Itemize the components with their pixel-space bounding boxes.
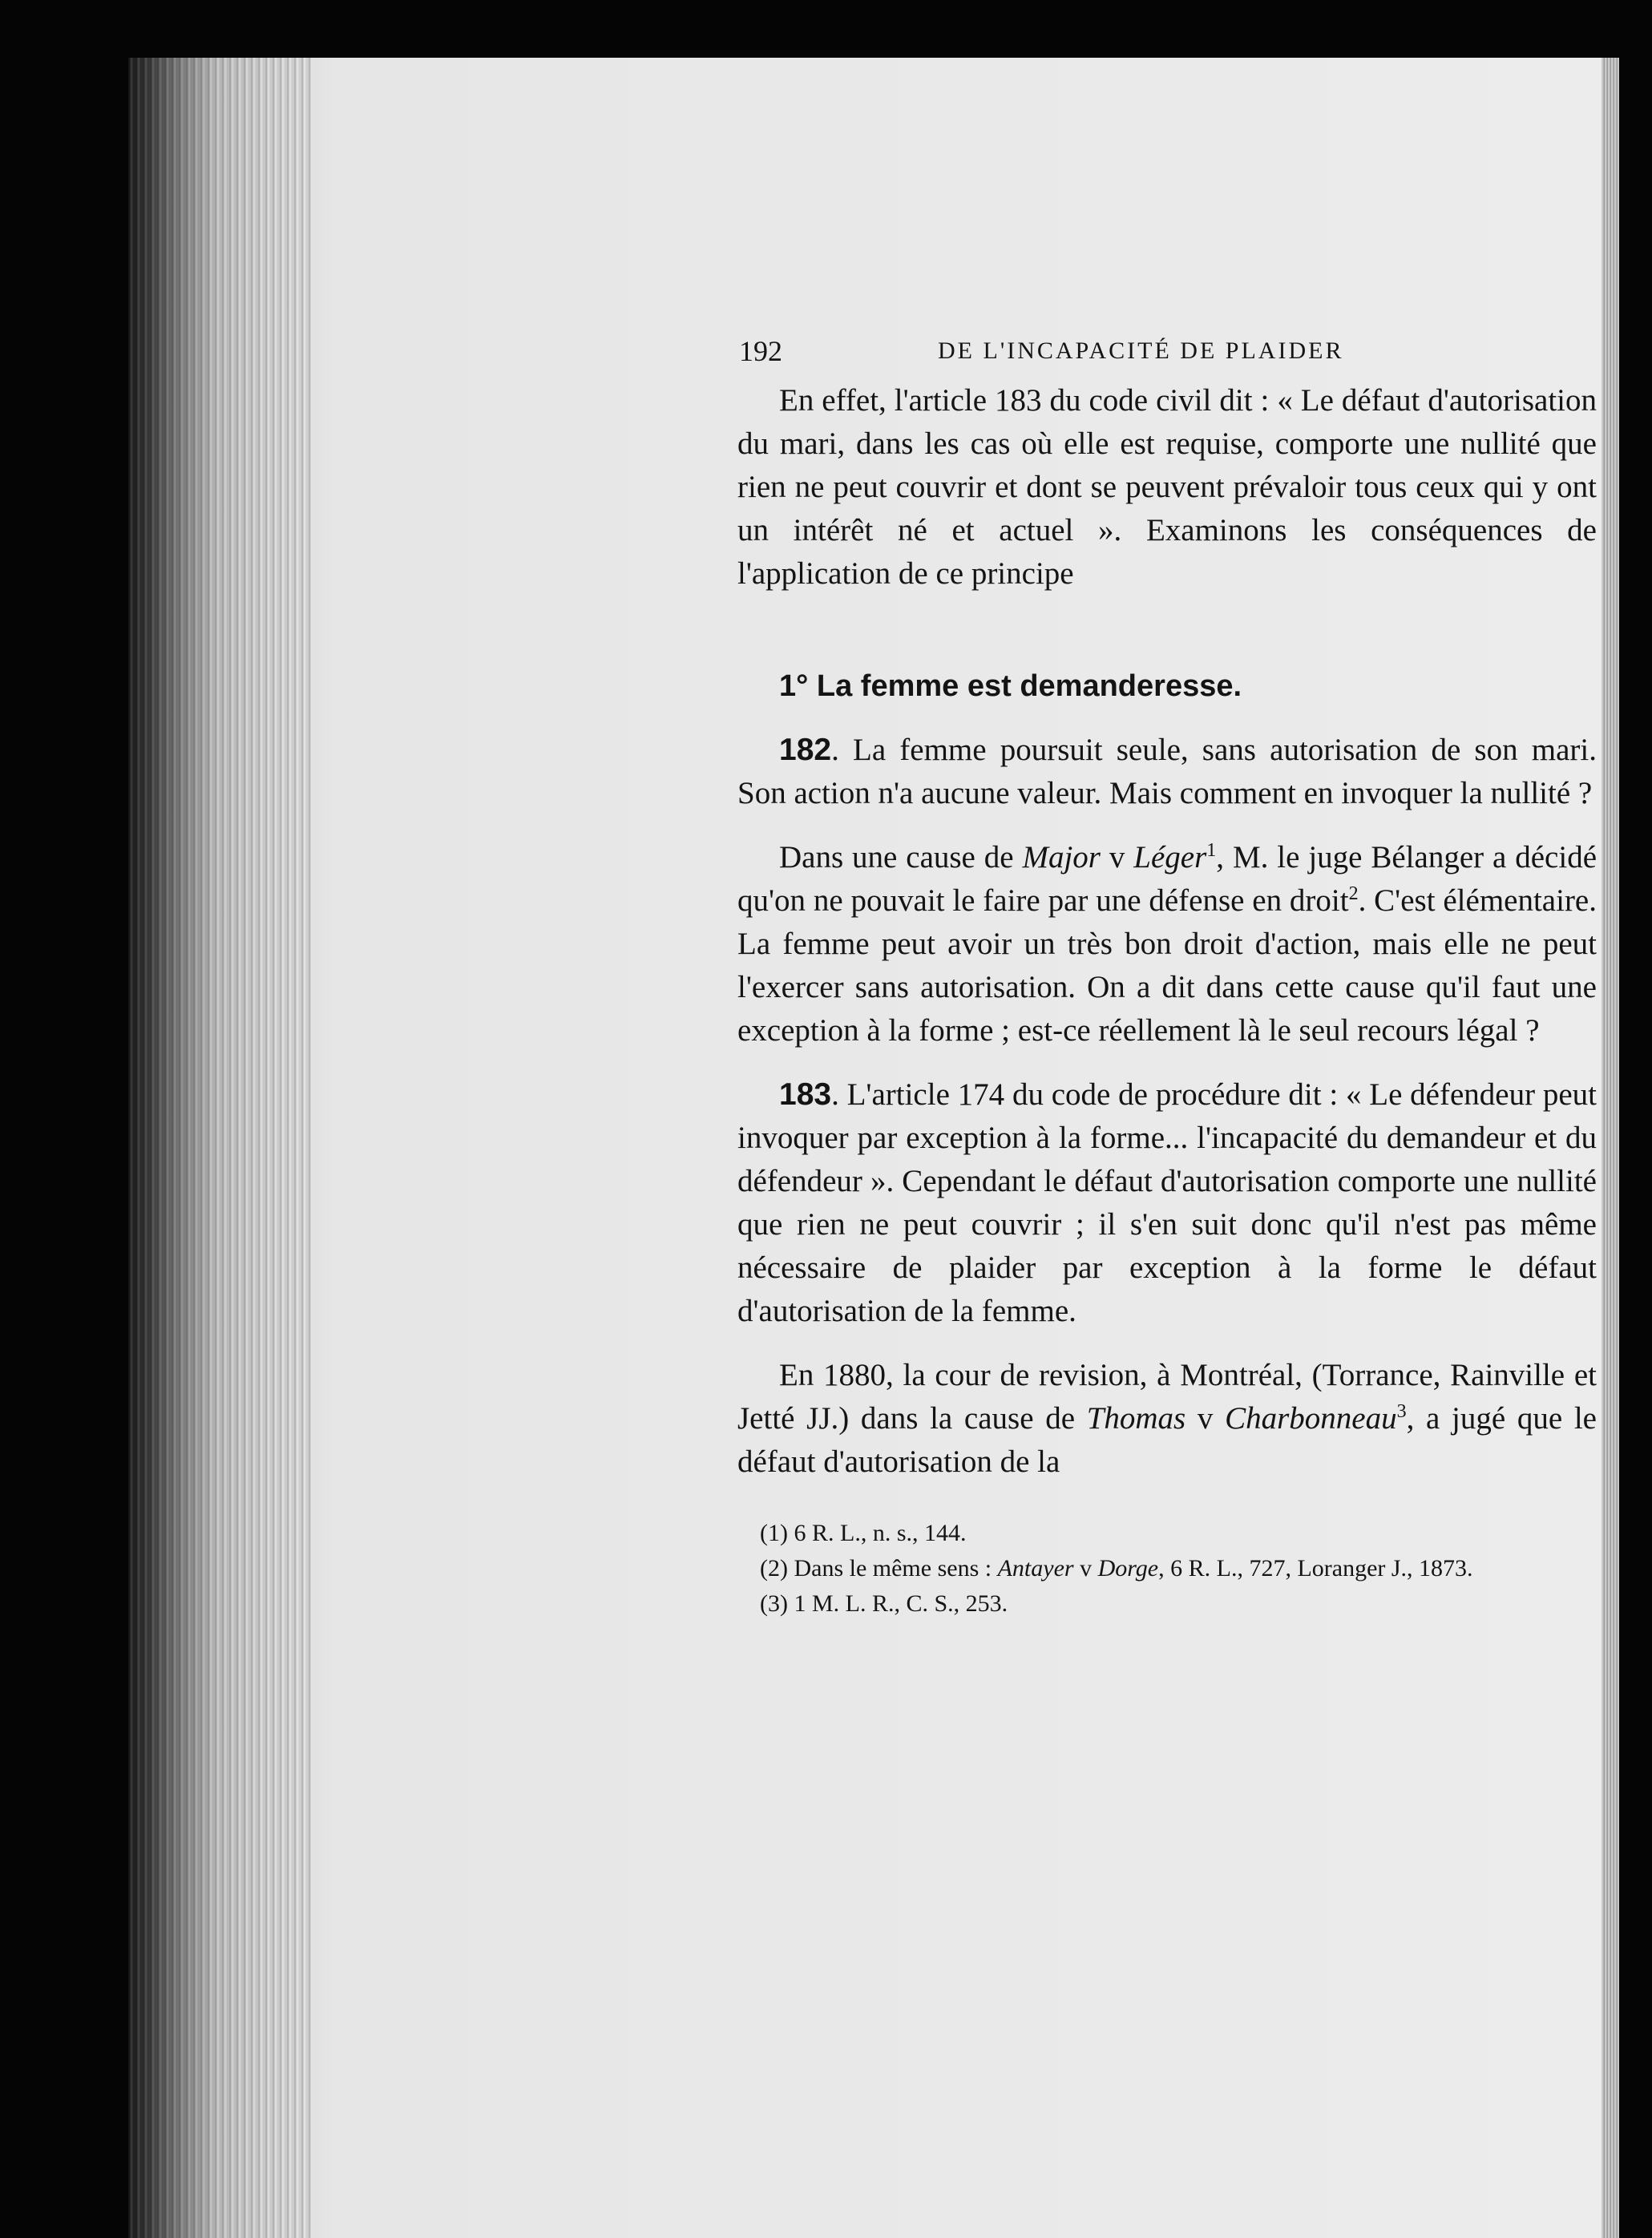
footnote-3: (3) 1 M. L. R., C. S., 253. — [760, 1590, 1008, 1617]
paragraph-number: 183 — [779, 1077, 832, 1112]
text-run: v — [1185, 1401, 1226, 1436]
page-header — [609, 334, 1603, 379]
section-heading: 1° La femme est demanderesse. — [779, 669, 1242, 703]
footnote-ref: 2 — [1348, 883, 1359, 904]
page-content — [609, 334, 1603, 1622]
paragraph-text: . La femme poursuit seule, sans autorisation de son mari. Son action n'a aucune valeur. Mais comment en invoquer la nullité ? — [737, 733, 1597, 810]
case-name: Antayer — [997, 1555, 1074, 1582]
case-name: Dorge — [1097, 1555, 1159, 1582]
footnote-ref: 3 — [1396, 1401, 1407, 1422]
footnote-2 — [737, 1551, 1597, 1586]
paragraph-text: . L'article 174 du code de procédure dit : « Le défendeur peut invoquer par exception à la forme... l'incapacité du demandeur et du défendeur ». Cependant le défaut d'autorisation comporte une nullité que rien ne peut couvrir ; il s'en suit donc qu'il n'est pas même nécessaire de plaider par exception à la forme le défaut d'autorisation de la femme. — [737, 1077, 1597, 1328]
text-run: En 1880, la cour de revision, à Montréal, (Torrance, Rainville et Jetté JJ.) dans la cause de — [737, 1358, 1597, 1436]
text-run: v — [1100, 840, 1134, 875]
text-run: (2) Dans le même sens : — [760, 1555, 998, 1582]
footnote-1: (1) 6 R. L., n. s., 144. — [760, 1520, 967, 1546]
case-name: Major — [1022, 840, 1101, 875]
text-run: , 6 R. L., 727, Loranger J., 1873. — [1158, 1555, 1473, 1582]
page-edge — [1602, 58, 1619, 2238]
running-title: DE L'INCAPACITÉ DE PLAIDER — [938, 337, 1344, 364]
scanned-page — [128, 58, 1619, 2238]
paragraph-number: 182 — [779, 733, 832, 767]
paragraph-182 — [737, 729, 1597, 815]
page-number: 192 — [739, 335, 782, 367]
text-run: v — [1073, 1555, 1098, 1582]
case-name: Léger — [1133, 840, 1207, 875]
body-text — [737, 379, 1597, 1622]
text-run: Dans une cause de — [779, 840, 1023, 875]
case-name: Charbonneau — [1225, 1401, 1397, 1436]
text-run: , M. le juge Bélanger a décidé qu'on ne pouvait le faire par une défense en droit — [737, 840, 1597, 918]
footnotes — [737, 1516, 1597, 1622]
paragraph-1: En effet, l'article 183 du code civil dit : « Le défaut d'autorisation du mari, dans les cas où elle est requise, comporte une nullité que rien ne peut couvrir et dont se peuvent prévaloir tous ceux qui y ont un intérêt né et actuel ». Examinons les conséquences de l'application de ce principe — [737, 383, 1597, 591]
case-name: Thomas — [1086, 1401, 1186, 1436]
paragraph-183 — [737, 1073, 1597, 1333]
footnote-ref: 1 — [1206, 840, 1217, 861]
paragraph-5 — [737, 1354, 1597, 1484]
text-run: , a jugé que le défaut d'autorisation de la — [737, 1401, 1597, 1479]
text-run: . C'est élémentaire. La femme peut avoir un très bon droit d'action, mais elle ne peut l'exercer sans autorisation. On a dit dans cette cause qu'il faut une exception à la forme ; est-ce réellement là le seul recours légal ? — [737, 883, 1597, 1048]
paragraph-3 — [737, 836, 1597, 1052]
